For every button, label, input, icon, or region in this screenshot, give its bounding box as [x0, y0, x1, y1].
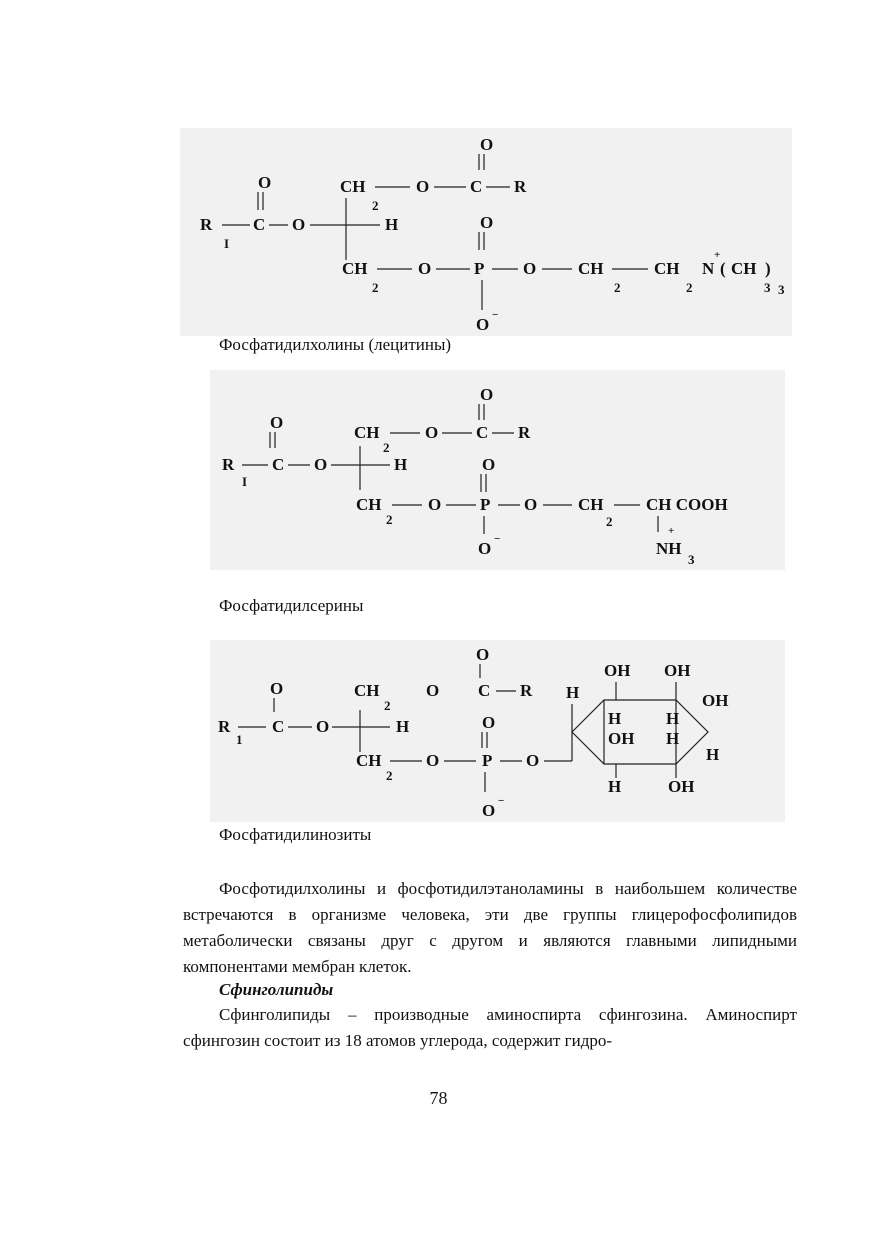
svg-text:H: H: [385, 215, 399, 234]
svg-text:R: R: [200, 215, 213, 234]
svg-text:O: O: [478, 539, 492, 558]
svg-text:C: C: [272, 717, 285, 736]
svg-text:R: R: [514, 177, 527, 196]
svg-text:+: +: [714, 249, 721, 261]
svg-text:C: C: [476, 423, 489, 442]
phosphatidylinositol-structure: [210, 640, 785, 822]
svg-text:2: 2: [372, 198, 379, 213]
svg-text:C: C: [253, 215, 266, 234]
svg-text:2: 2: [606, 514, 613, 529]
svg-text:O: O: [476, 315, 490, 334]
svg-text:O: O: [480, 135, 494, 154]
svg-text:O: O: [482, 455, 496, 474]
svg-text:O: O: [416, 177, 430, 196]
svg-text:2: 2: [384, 698, 391, 713]
svg-text:3: 3: [778, 282, 785, 297]
svg-text:O: O: [482, 801, 496, 820]
svg-text:3: 3: [688, 552, 695, 567]
svg-text:O: O: [316, 717, 330, 736]
svg-text:O: O: [418, 259, 432, 278]
svg-text:O: O: [426, 681, 440, 700]
svg-text:O: O: [428, 495, 442, 514]
svg-text:CH: CH: [354, 681, 380, 700]
svg-text:2: 2: [372, 280, 379, 295]
svg-text:CH: CH: [654, 259, 680, 278]
svg-text:O: O: [314, 455, 328, 474]
svg-text:O: O: [476, 645, 490, 664]
svg-text:2: 2: [614, 280, 621, 295]
svg-text:O: O: [480, 213, 494, 232]
svg-text:O: O: [524, 495, 538, 514]
svg-text:H: H: [706, 745, 720, 764]
svg-text:−: −: [492, 309, 499, 321]
paragraph-text: Фосфотидилхолины и фосфотидилэтаноламины в наибольшем количестве встречаются в организме человека, эти две группы глицерофосфолипидов метаболически связаны друг с другом и являются главными липидными компонентами мембран клеток.: [183, 879, 797, 976]
svg-text:NH: NH: [656, 539, 682, 558]
svg-text:O: O: [526, 751, 540, 770]
svg-text:CH: CH: [356, 751, 382, 770]
svg-text:P: P: [480, 495, 491, 514]
phosphatidylcholine-structure: [180, 128, 792, 336]
svg-text:P: P: [482, 751, 493, 770]
svg-text:H: H: [608, 709, 622, 728]
svg-text:(: (: [720, 259, 726, 278]
svg-text:O: O: [270, 413, 284, 432]
phosphatidylcholine-caption: Фосфатидилхолины (лецитины): [219, 335, 452, 354]
svg-text:O: O: [480, 385, 494, 404]
svg-text:O: O: [523, 259, 537, 278]
svg-text:OH: OH: [608, 729, 635, 748]
svg-text:OH: OH: [702, 691, 729, 710]
svg-text:CH: CH: [342, 259, 368, 278]
svg-text:OH: OH: [664, 661, 691, 680]
svg-text:1: 1: [236, 732, 243, 747]
svg-text:2: 2: [686, 280, 693, 295]
phosphatidylcholine-formula: [180, 128, 792, 336]
svg-text:H: H: [666, 729, 680, 748]
svg-text:P: P: [474, 259, 485, 278]
svg-text:R: R: [520, 681, 533, 700]
svg-text:H: H: [396, 717, 410, 736]
svg-text:C: C: [470, 177, 483, 196]
svg-text:O: O: [292, 215, 306, 234]
phosphatidylserine-caption: Фосфатидилсерины: [219, 596, 364, 615]
section-heading: Сфинголипиды: [219, 980, 334, 999]
svg-text:R: R: [518, 423, 531, 442]
svg-text:O: O: [270, 679, 284, 698]
paragraph-text: Сфинголипиды – производные аминоспирта сфингозина. Аминоспирт сфингозин состоит из 18 атомов углерода, содержит гидро-: [183, 1005, 797, 1050]
svg-text:C: C: [478, 681, 491, 700]
svg-text:2: 2: [386, 512, 393, 527]
svg-text:H: H: [566, 683, 580, 702]
phosphatidylinositol-formula: [210, 640, 785, 822]
phosphatidylserine-formula: [210, 370, 785, 570]
svg-text:R: R: [222, 455, 235, 474]
svg-text:2: 2: [386, 768, 393, 783]
svg-text:I: I: [224, 236, 230, 251]
svg-text:N: N: [702, 259, 715, 278]
svg-text:2: 2: [383, 440, 390, 455]
body-paragraph-1: [183, 876, 797, 980]
svg-text:−: −: [498, 795, 505, 807]
svg-text:H: H: [608, 777, 622, 796]
svg-text:OH: OH: [604, 661, 631, 680]
svg-text:−: −: [494, 533, 501, 545]
svg-text:H: H: [394, 455, 408, 474]
svg-text:CH: CH: [578, 495, 604, 514]
svg-text:O: O: [482, 713, 496, 732]
phosphatidylinositol-caption: Фосфатидилинозиты: [219, 825, 372, 844]
svg-text:CH: CH: [340, 177, 366, 196]
svg-text:CH: CH: [731, 259, 757, 278]
svg-text:CH: CH: [354, 423, 380, 442]
svg-text:3: 3: [764, 280, 771, 295]
svg-text:H: H: [666, 709, 680, 728]
svg-text:O: O: [425, 423, 439, 442]
body-paragraph-2: [183, 1002, 797, 1054]
svg-text:C: C: [272, 455, 285, 474]
svg-text:O: O: [258, 173, 272, 192]
svg-text:R: R: [218, 717, 231, 736]
svg-text:+: +: [668, 525, 675, 537]
svg-text:): ): [765, 259, 771, 278]
svg-text:CH COOH: CH COOH: [646, 495, 728, 514]
page-number: 78: [429, 1088, 448, 1108]
svg-text:I: I: [242, 474, 248, 489]
svg-text:O: O: [426, 751, 440, 770]
phosphatidylserine-structure: [210, 370, 785, 570]
svg-text:OH: OH: [668, 777, 695, 796]
svg-text:CH: CH: [356, 495, 382, 514]
svg-text:CH: CH: [578, 259, 604, 278]
